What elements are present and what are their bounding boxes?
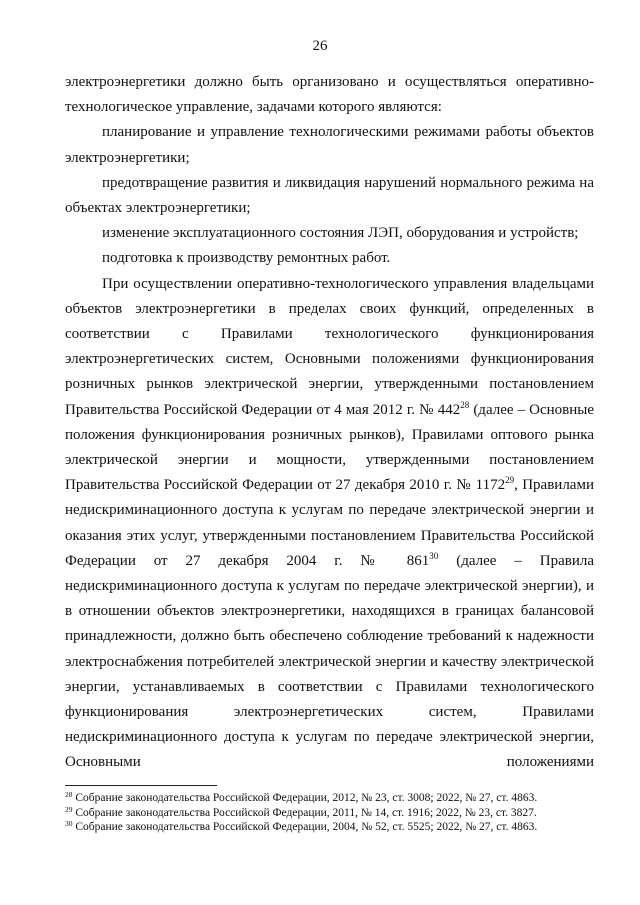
page-number: 26: [312, 38, 328, 54]
footnote-separator: [65, 785, 217, 786]
paragraph-text: изменение эксплуатационного состояния ЛЭП, оборудования и устройств;: [102, 225, 579, 242]
footnote-ref: 29: [505, 475, 515, 486]
footnote-ref: 30: [429, 550, 439, 561]
paragraph: [65, 70, 594, 120]
footnote-number: 29: [65, 804, 73, 814]
paragraph-text: (далее – Правила недискриминационного доступа к услугам по передаче электрической энергии), и в отношении объектов электроэнергетики, находящихся в границах балансовой принадлежности, должно быть обеспечено соблюдение требований к надежности электроснабжения потребителей электрической энергии и качеству электрической энергии, устанавливаемых в соответствии с Правилами технологического функционирования электроэнергетических систем, Правилами недискриминационного доступа к услугам по передаче электрической энергии, Основными положениями: [65, 552, 594, 771]
footnote-ref: 28: [460, 399, 470, 410]
paragraph-text: планирование и управление технологическими режимами работы объектов электроэнергетики;: [65, 124, 594, 166]
paragraph: [65, 120, 594, 170]
footnote-text: Собрание законодательства Российской Федерации, 2012, № 23, ст. 3008; 2022, № 27, ст. 4863.: [72, 792, 538, 804]
paragraph-text: подготовка к производству ремонтных работ.: [102, 250, 391, 267]
body-text: [65, 70, 594, 776]
paragraph: [65, 272, 594, 776]
footnote: [65, 791, 605, 806]
paragraph: [65, 246, 594, 271]
footnote-text: Собрание законодательства Российской Федерации, 2004, № 52, ст. 5525; 2022, № 27, ст. 4863.: [72, 821, 538, 833]
paragraph-text: (далее – Основные положения функционирования розничных рынков), Правилами оптового рынка электрической энергии и мощности, утвержденными постановлением Правительства Российской Федерации от 27 декабря 2010 г. № 1172: [65, 401, 595, 494]
footnote: [65, 806, 605, 821]
paragraph: [65, 221, 594, 246]
paragraph-text: предотвращение развития и ликвидация нарушений нормального режима на объектах электроэнергетики;: [65, 174, 594, 217]
footnote-number: 30: [65, 819, 73, 828]
paragraph: [65, 171, 594, 221]
paragraph-text: , Правилами недискриминационного доступа к услугам по передаче электрической энергии и оказания этих услуг, утвержденными постановлением Правительства Российской Федерации от 27 декабря 2004 г. № 861: [65, 477, 594, 569]
paragraph-text: При осуществлении оперативно-технологического управления владельцами объектов электроэнергетики в пределах своих функций, определенных в соответствии с Правилами технологического функционирования электроэнергетических систем, Основными положениями функционирования розничных рынков электрической энергии, утвержденными постановлением Правительства Российской Федерации от 4 мая 2012 г. № 442: [65, 275, 594, 418]
footnotes: [65, 791, 605, 835]
footnote-text: Собрание законодательства Российской Федерации, 2011, № 14, ст. 1916; 2022, № 23, ст. 3827.: [72, 806, 537, 819]
paragraph-text: электроэнергетики должно быть организовано и осуществляться оперативно-технологическое управление, задачами которого являются:: [65, 74, 594, 116]
footnote-number: 28: [65, 790, 73, 799]
footnote: [65, 820, 605, 835]
